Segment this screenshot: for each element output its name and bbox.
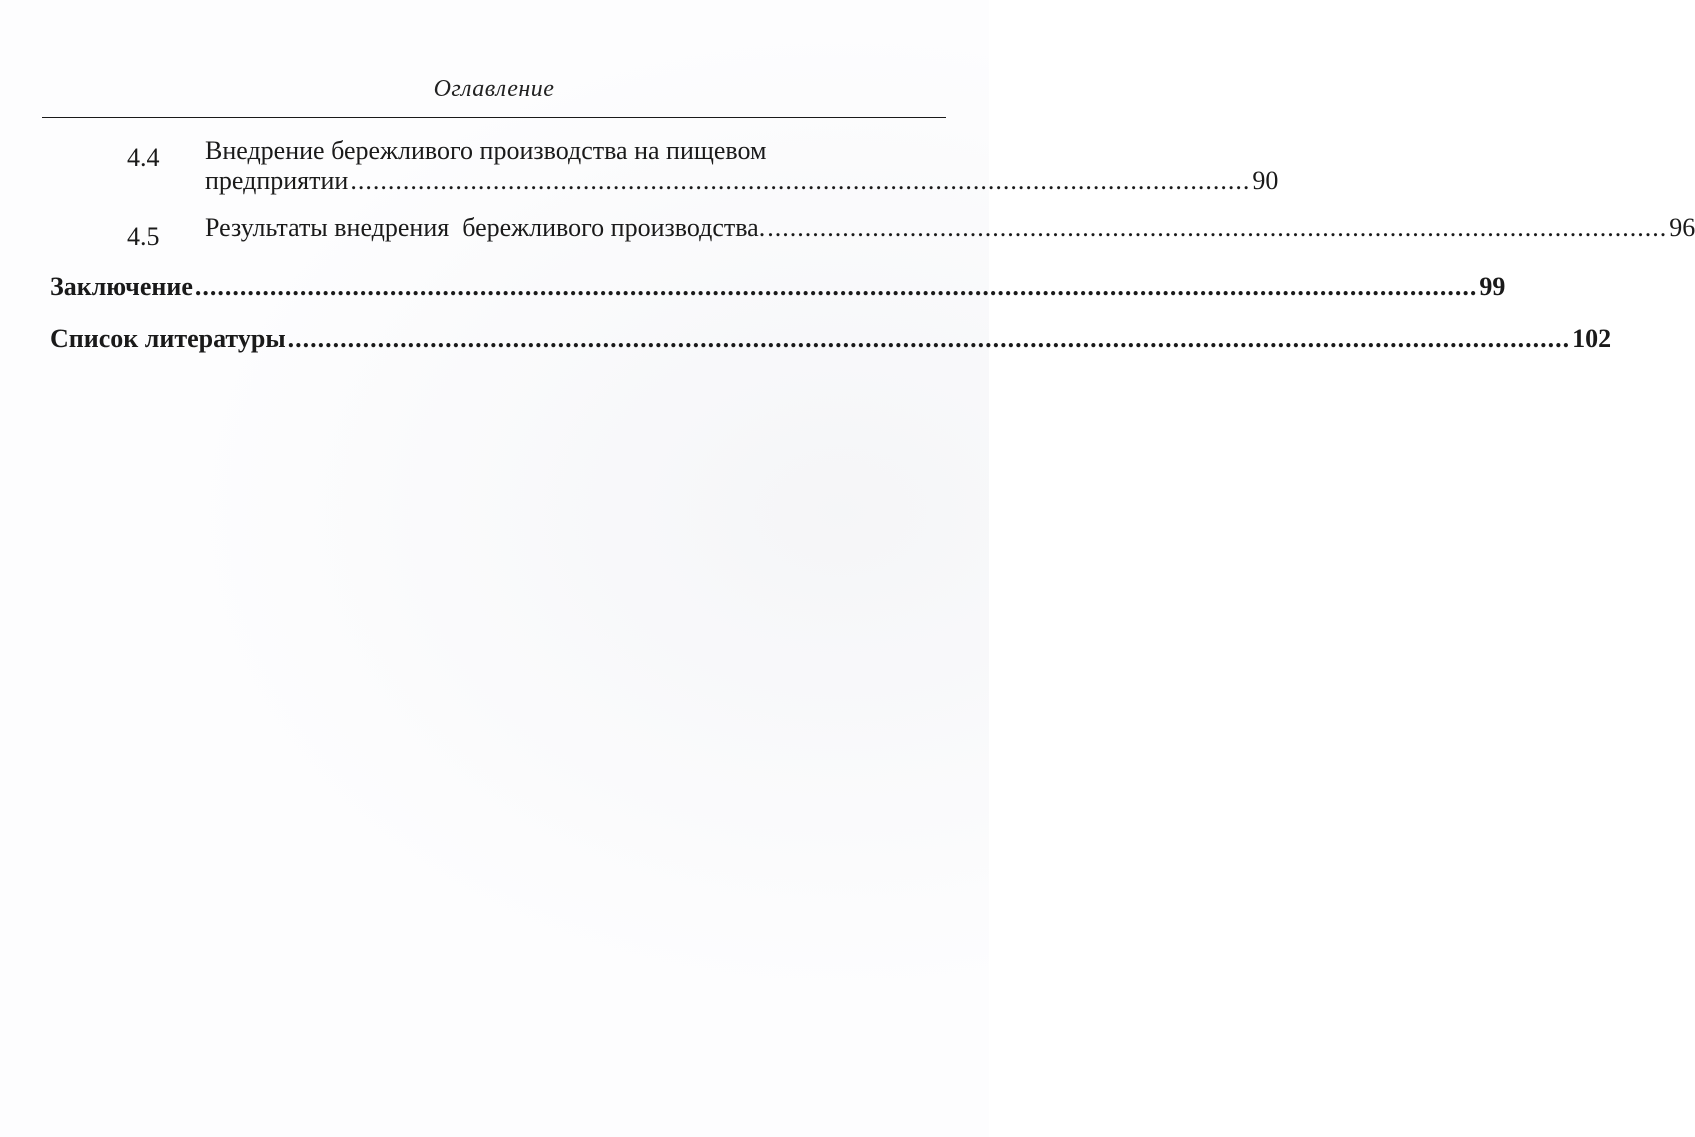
dot-leader: ........................................................................................................................................................................... <box>194 272 1478 301</box>
dot-leader: ........................................................................................................................ <box>350 166 1251 195</box>
page-number: 99 <box>1479 272 1506 301</box>
page-number: 96 <box>1669 213 1695 242</box>
section-number: 4.5 <box>127 222 160 251</box>
section-title-continued: предприятии <box>205 166 349 195</box>
dot-leader: ........................................................................................................................................................................... <box>287 324 1571 353</box>
section-title: Результаты внедрения бережливого производства. <box>205 213 766 242</box>
page-number: 102 <box>1572 324 1612 353</box>
running-head: Оглавление <box>433 76 555 102</box>
header-rule <box>42 117 946 118</box>
dot-leader: ........................................................................................................................ <box>767 213 1668 242</box>
section-title: Внедрение бережливого производства на пищевом <box>205 136 767 165</box>
section-title: Заключение <box>50 272 193 301</box>
page-number: 90 <box>1252 166 1279 195</box>
section-title: Список литературы <box>50 324 286 353</box>
section-number: 4.4 <box>127 143 160 172</box>
